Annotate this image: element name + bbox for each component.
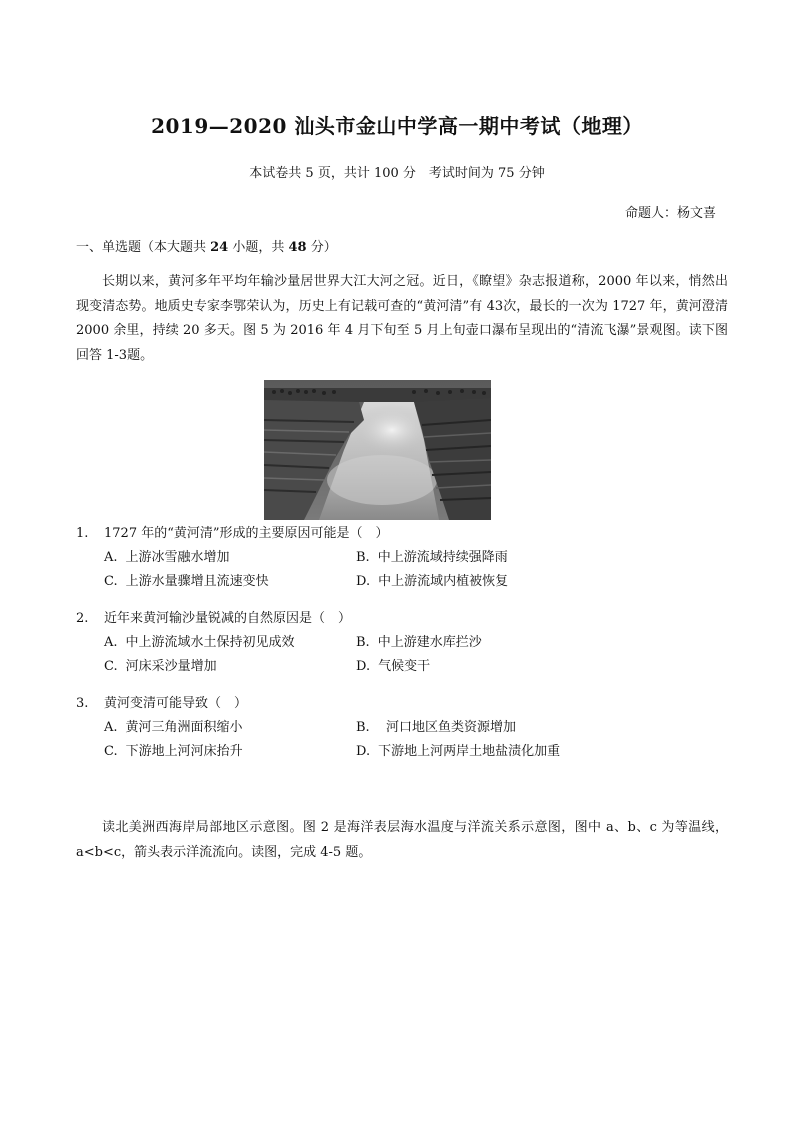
waterfall-photo (264, 380, 491, 520)
reading-paragraph: 读北美洲西海岸局部地区示意图。图 2 是海洋表层海水温度与洋流关系示意图，图中 a、b、c 为等温线，a<b<c，箭头表示洋流流向。读图，完成 4-5 题。 (76, 820, 728, 860)
option-c: C. 下游地上河河床抬升 (104, 744, 243, 759)
option-b: B. 中上游建水库拦沙 (356, 635, 482, 650)
question-stem: 近年来黄河输沙量锐减的自然原因是（ ） (104, 611, 352, 626)
question-stem: 1727 年的“黄河清”形成的主要原因可能是（ ） (104, 526, 389, 541)
section-count: 24 (210, 240, 229, 255)
option-a: A. 上游冰雪融水增加 (104, 550, 230, 565)
question-number: 1. (76, 526, 89, 541)
section-heading (76, 236, 337, 255)
question-2 (76, 607, 728, 679)
option-d: D. 下游地上河两岸土地盐渍化加重 (356, 744, 561, 759)
option-a: A. 中上游流域水土保持初见成效 (104, 635, 295, 650)
option-a: A. 黄河三角洲面积缩小 (104, 720, 243, 735)
question-1 (76, 522, 728, 594)
option-b: B. 中上游流域持续强降雨 (356, 550, 508, 565)
section-score: 48 (288, 240, 307, 255)
option-b: B. 河口地区鱼类资源增加 (356, 720, 516, 735)
section-middle: 小题，共 (228, 240, 289, 255)
option-c: C. 上游水量骤增且流速变快 (104, 574, 269, 589)
question-stem: 黄河变清可能导致（ ） (104, 696, 248, 711)
exam-title: 2019—2020 汕头市金山中学高一期中考试（地理） (151, 114, 643, 138)
option-d: D. 气候变干 (356, 659, 431, 674)
exam-author: 命题人：杨文喜 (624, 206, 716, 221)
question-number: 3. (76, 696, 89, 711)
section-prefix: 一、单选题（本大题共 (76, 240, 211, 255)
option-c: C. 河床采沙量增加 (104, 659, 217, 674)
question-3 (76, 692, 728, 764)
option-d: D. 中上游流域内植被恢复 (356, 574, 509, 589)
question-number: 2. (76, 611, 89, 626)
exam-subtitle: 本试卷共 5 页，共计 100 分 考试时间为 75 分钟 (249, 166, 545, 181)
intro-paragraph: 长期以来，黄河多年平均年输沙量居世界大江大河之冠。近日，《瞭望》杂志报道称，2000 年以来，悄然出现变清态势。地质史专家李鄂荣认为，历史上有记载可查的“黄河清”有 43次，最长的一次为 1727 年，黄河澄清 2000 余里，持续 20 多天。图 5 为 2016 年 4 月下旬至 5 月上旬壶口瀑布呈现出的“清流飞瀑”景观图。读下图回答 1-3题。 (76, 274, 728, 363)
section-suffix: 分） (306, 240, 337, 255)
